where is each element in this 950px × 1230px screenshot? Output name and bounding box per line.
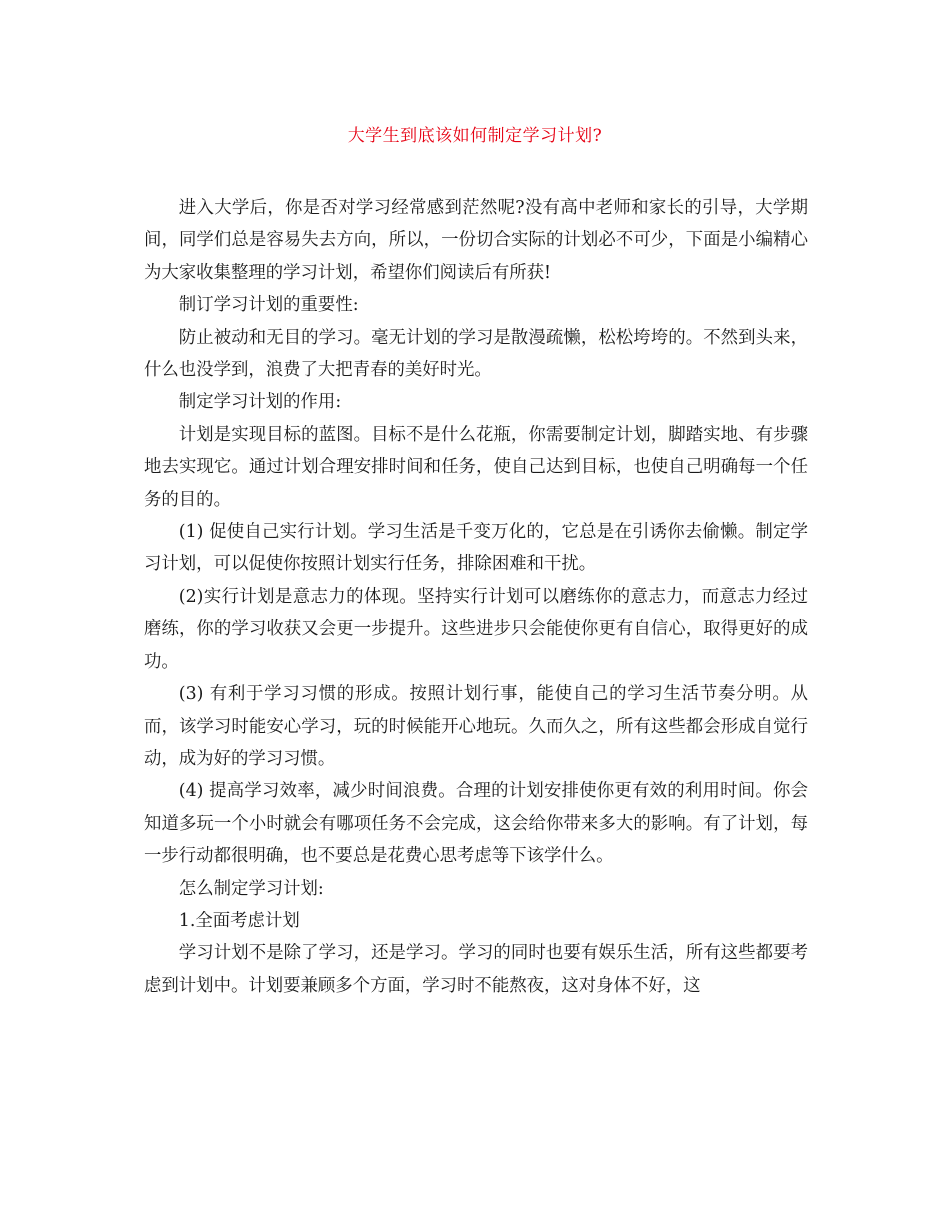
paragraph-intro: 进入大学后，你是否对学习经常感到茫然呢?没有高中老师和家长的引导，大学期间，同学们总是容易失去方向，所以，一份切合实际的计划必不可少，下面是小编精心为大家收集整理的学习计划，希望你们阅读后有所获! [144,198,808,283]
paragraph-point-3: (3) 有利于学习习惯的形成。按照计划行事，能使自己的学习生活节奏分明。从而，该学习时能安心学习，玩的时候能开心地玩。久而久之，所有这些都会形成自觉行动，成为好的学习习惯。 [144,684,808,769]
paragraph-step-1: 学习计划不是除了学习，还是学习。学习的同时也要有娱乐生活，所有这些都要考虑到计划中。计划要兼顾多个方面，学习时不能熬夜，这对身体不好，这 [144,943,808,996]
paragraph-importance-heading: 制订学习计划的重要性: [178,295,359,316]
paragraph-point-4: (4) 提高学习效率，减少时间浪费。合理的计划安排使你更有效的利用时间。你会知道多玩一个小时就会有哪项任务不会完成，这会给你带来多大的影响。有了计划，每一步行动都很明确，也不要总是花费心思考虑等下该学什么。 [144,781,808,867]
paragraph-function-heading: 制定学习计划的作用: [178,392,342,413]
document-title: 大学生到底该如何制定学习计划? [347,126,603,146]
paragraph-howto-heading: 怎么制定学习计划: [178,878,324,899]
paragraph-step-1-heading: 1.全面考虑计划 [178,910,300,931]
document-body [144,192,808,1002]
paragraph-point-1: (1) 促使自己实行计划。学习生活是千变万化的，它总是在引诱你去偷懒。制定学习计划，可以促使你按照计划实行任务，排除困难和干扰。 [144,522,808,575]
paragraph-importance: 防止被动和无目的学习。毫无计划的学习是散漫疏懒，松松垮垮的。不然到头来，什么也没学到，浪费了大把青春的美好时光。 [144,327,808,381]
paragraph-point-2: (2)实行计划是意志力的体现。坚持实行计划可以磨练你的意志力，而意志力经过磨练，你的学习收获又会更一步提升。这些进步只会能使你更有自信心，取得更好的成功。 [144,586,808,672]
paragraph-function: 计划是实现目标的蓝图。目标不是什么花瓶，你需要制定计划，脚踏实地、有步骤地去实现它。通过计划合理安排时间和任务，使自己达到目标，也使自己明确每一个任务的目的。 [144,424,808,510]
